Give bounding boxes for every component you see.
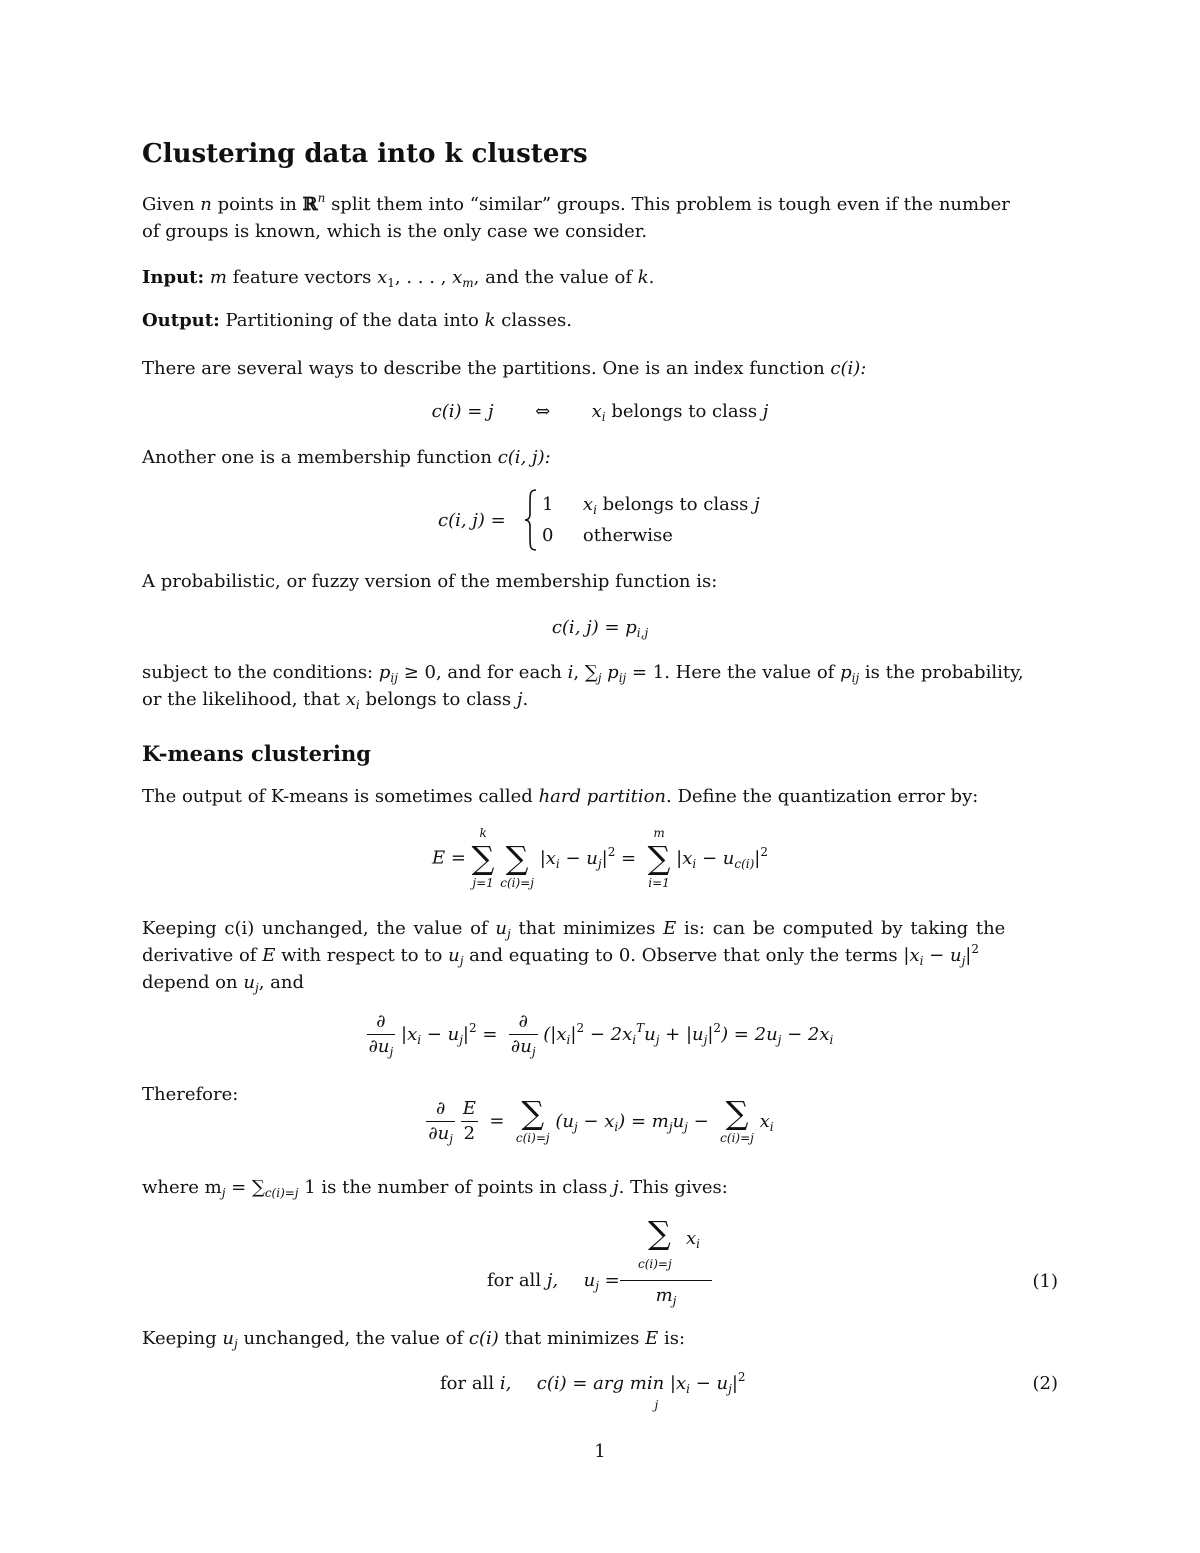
math-k: k [637, 267, 649, 288]
page-number-text: 1 [594, 1441, 606, 1462]
intro-text: points in [217, 194, 297, 215]
fuzzy-paragraph [142, 568, 717, 595]
math-p: p [607, 662, 619, 683]
math-x: x [686, 1228, 697, 1249]
math-sub: i [355, 698, 360, 712]
math: ) = m [618, 1110, 669, 1132]
fraction-partial [509, 1010, 538, 1059]
paragraph-text: Keeping c(i) unchanged, the value of [142, 918, 488, 939]
keeping-ci-paragraph-line2 [142, 942, 979, 969]
math: + |u [659, 1024, 704, 1045]
math-m: m [209, 267, 227, 288]
sum-lower: c(i)=j [720, 1131, 754, 1145]
numerator: E [462, 1097, 476, 1119]
sum-lower: j=1 [472, 876, 494, 890]
page-number [142, 1438, 1058, 1465]
intro-paragraph [142, 191, 1058, 218]
math-x: x [582, 494, 594, 515]
paragraph-text: ≥ 0, and for each [403, 662, 562, 683]
math-m: m [655, 1285, 673, 1306]
math-sub: j [595, 1279, 599, 1293]
section-heading-text: K-means clustering [142, 741, 371, 766]
math-eq: = [483, 1110, 511, 1132]
math-dots: , . . . , [394, 267, 447, 288]
math-sub: i [566, 1033, 571, 1047]
equation-derivative [142, 1010, 1058, 1059]
denominator: ∂u [510, 1036, 532, 1057]
math-i: i, [499, 1373, 512, 1394]
math-sub: i [769, 1119, 774, 1134]
math: − u [689, 1373, 729, 1394]
deriv-term-1 [401, 1021, 504, 1047]
term-1 [539, 844, 648, 871]
math-lhs: c(i) = j [431, 401, 494, 422]
math-sup: 2 [469, 1021, 477, 1035]
equation-gradient [142, 1096, 1058, 1146]
eq1-fraction [620, 1214, 712, 1309]
membership-paragraph [142, 444, 551, 471]
math-sup: 2 [971, 942, 980, 956]
paragraph-text: Keeping [142, 1328, 217, 1349]
emphasis: hard partition [538, 786, 667, 807]
math-sub: j [459, 1033, 463, 1047]
iff-symbol: ⇔ [535, 401, 551, 422]
math-lhs: c(i, j) = [438, 510, 506, 531]
conditions-paragraph [142, 659, 1024, 686]
math: | [570, 1024, 577, 1045]
math-sub: j [672, 1294, 677, 1308]
math-sub: j [684, 1119, 688, 1134]
math-sup: 2 [713, 1021, 722, 1035]
math-i: i [567, 662, 574, 683]
sum-lower: i=1 [648, 876, 670, 890]
sum-ci [516, 1096, 550, 1146]
math-x: x [377, 267, 388, 288]
fraction-denominator [620, 1283, 712, 1309]
math-sub: i [593, 503, 597, 517]
numerator: ∂ [367, 1010, 396, 1035]
paragraph-text: or the likelihood, that [142, 689, 340, 710]
input-label: Input: [142, 267, 205, 288]
math-sup: 2 [760, 844, 768, 859]
math: u [672, 1110, 685, 1132]
case-text: otherwise [582, 525, 673, 546]
fraction-bar [620, 1280, 712, 1281]
intro-paragraph-line2 [142, 218, 647, 245]
sum-ci [500, 825, 534, 891]
math-u: u [583, 1270, 596, 1291]
fraction-partial [426, 1097, 455, 1146]
math: − x [577, 1110, 615, 1132]
math-sub: i [601, 410, 606, 424]
sum-lower: c(i)=j [515, 1131, 550, 1145]
math-sub: j [449, 1131, 454, 1146]
paragraph-text: , and [258, 972, 304, 993]
math-sub: 1 [387, 276, 395, 290]
math-sub: j [389, 1045, 394, 1059]
math-j: j [516, 689, 523, 710]
intro-text: of groups is known, which is the only case we consider. [142, 221, 648, 242]
sigma: ∑ [648, 1214, 671, 1252]
forall-text: for all [440, 1373, 495, 1394]
math-sub: j [506, 927, 511, 941]
math-argmin: c(i) = arg min [536, 1373, 665, 1394]
math-sub: i,j [636, 626, 649, 640]
math-lhs: c(i, j) = p [551, 617, 637, 638]
section-heading [142, 740, 371, 768]
numerator: ∂ [426, 1097, 455, 1122]
paragraph-text: = 1. Here the value of [631, 662, 835, 683]
case-value: 0 [542, 525, 554, 546]
equation-text: belongs to class [611, 401, 758, 422]
case-text: belongs to class [602, 494, 749, 515]
math: |x [401, 1024, 418, 1045]
paragraph-text: 1 is the number of points in class [298, 1177, 608, 1198]
math: | [965, 945, 972, 966]
math-j: j [762, 401, 769, 422]
paragraph-text: A probabilistic, or fuzzy version of the membership function is: [142, 571, 718, 592]
kmeans-paragraph [142, 783, 978, 810]
math-sub: i [614, 1119, 619, 1134]
math-p: p [840, 662, 852, 683]
math-sub: ij [390, 671, 398, 685]
math-sup: 2 [607, 844, 616, 859]
math-u: u [222, 1328, 234, 1349]
fraction-numerator [620, 1214, 712, 1274]
math-n: n [200, 194, 212, 215]
sum-symbol: ∑ [251, 1177, 265, 1198]
math-sub: j [531, 1045, 536, 1059]
paragraph-text: and equating to 0. Observe that only the terms [469, 945, 898, 966]
math-sub: c(i) [734, 856, 755, 871]
paragraph-text: unchanged, the value of [243, 1328, 464, 1349]
math-sup: n [317, 191, 326, 205]
paragraph-text: derivative of [142, 945, 257, 966]
math-eq: = [615, 847, 642, 869]
output-text: classes. [501, 310, 572, 331]
math-x: x [345, 689, 356, 710]
page-title [142, 137, 588, 171]
math-j: j, [546, 1270, 559, 1291]
sum-symbol: ∑ [584, 662, 598, 683]
math-eq: = [476, 1024, 504, 1045]
denominator: ∂u [368, 1036, 390, 1057]
math-E: E [262, 945, 276, 966]
fraction-partial [367, 1010, 396, 1059]
intro-text: split them into “similar” groups. This problem is tough even if the number [331, 194, 1010, 215]
math: | [731, 1373, 738, 1394]
math-u: u [495, 918, 507, 939]
sigma: ∑ [725, 1094, 749, 1132]
math-reals: ℝ [302, 194, 318, 215]
punct: . [648, 267, 655, 288]
math-membership-function: c(i, j): [497, 447, 551, 468]
sum-lower: c(i)=j [638, 1257, 672, 1271]
left-brace [524, 488, 540, 552]
case-2 [542, 522, 673, 549]
fraction-E-half [461, 1097, 478, 1146]
conditions-paragraph-line2 [142, 686, 528, 713]
math-lhs: E = [431, 847, 466, 869]
sum-lower: c(i)=j [500, 876, 534, 890]
equation-fuzzy [142, 614, 1058, 641]
math-j: j [613, 1177, 619, 1198]
equation-2 [142, 1370, 1058, 1416]
title-text: Clustering data into k clusters [142, 139, 588, 169]
math: | [754, 847, 761, 869]
paragraph-text: . This gives: [618, 1177, 728, 1198]
math: | [462, 1024, 469, 1045]
math-sub: j [459, 954, 464, 968]
math-sup: 2 [576, 1021, 585, 1035]
case-1 [542, 491, 760, 518]
math: (|x [543, 1024, 567, 1045]
math-sub: i [555, 856, 560, 871]
keeping-ci-paragraph-line3 [142, 969, 304, 996]
math-sub: j [573, 1119, 578, 1134]
math-E: E [645, 1328, 659, 1349]
math-sub: i [692, 856, 697, 871]
math-sub: j [961, 954, 966, 968]
equation-number: (1) [1032, 1271, 1058, 1292]
math-c: c(i) [468, 1328, 499, 1349]
forall-text: for all [487, 1270, 542, 1291]
denominator: 2 [463, 1122, 476, 1144]
sum-upper: k [479, 826, 487, 840]
input-text: feature vectors [232, 267, 372, 288]
math-sub: m [462, 276, 474, 290]
math: where m [142, 1177, 222, 1198]
keeping-uj-paragraph [142, 1325, 685, 1352]
math: − 2x [584, 1024, 633, 1045]
math: |x [676, 847, 693, 869]
math-k: k [484, 310, 496, 331]
math-sub: j [703, 1033, 708, 1047]
math: | [707, 1024, 714, 1045]
math: | [601, 847, 608, 869]
denominator: ∂u [428, 1122, 450, 1144]
paragraph-text: Therefore: [142, 1084, 239, 1105]
math-sub: j [221, 1186, 226, 1200]
math: |x [903, 945, 920, 966]
math-sub: j [597, 856, 602, 871]
paragraph-text: that minimizes [518, 918, 656, 939]
math-sub: j [655, 1033, 660, 1047]
sigma: ∑ [647, 839, 671, 877]
where-paragraph [142, 1174, 728, 1201]
math-sup: 2 [737, 1370, 746, 1384]
math-x: x [591, 401, 602, 422]
sigma: ∑ [471, 839, 495, 877]
sigma: ∑ [521, 1094, 545, 1132]
keeping-ci-paragraph [142, 915, 1058, 942]
equation-1 [142, 1214, 1058, 1312]
equation-number: (2) [1032, 1373, 1058, 1394]
math-p: p [378, 662, 391, 683]
math-sub: i [417, 1033, 422, 1047]
math-sub: c(i)=j [264, 1186, 299, 1200]
math-sub: j [668, 1119, 673, 1134]
deriv-term-2 [543, 1021, 834, 1047]
math-sub: j [234, 1337, 238, 1351]
paragraph-text: Another one is a membership function [142, 447, 492, 468]
paragraph-text: . Define the quantization error by: [666, 786, 979, 807]
math-sub: i [829, 1033, 834, 1047]
math: − u [696, 847, 735, 869]
paragraph-text: belongs to class [365, 689, 512, 710]
math-sub: j [777, 1033, 782, 1047]
input-line [142, 264, 654, 291]
math-index-function: c(i): [830, 358, 867, 379]
equation-index [142, 398, 1058, 425]
math: − u [421, 1024, 460, 1045]
output-line [142, 307, 572, 334]
math-sub: j [597, 671, 602, 685]
math: − u [559, 847, 598, 869]
grad-term [555, 1111, 714, 1132]
partitions-paragraph [142, 355, 866, 382]
math-sub: j [254, 981, 259, 995]
case-value: 1 [542, 494, 554, 515]
punct: . [522, 689, 529, 710]
sigma: ∑ [505, 839, 529, 877]
sum-i [648, 825, 671, 891]
eq2-body [440, 1370, 746, 1412]
math: ) = 2u [721, 1024, 778, 1045]
math-sub: j [728, 1382, 732, 1396]
math: − u [923, 945, 962, 966]
math-sub: j [654, 1398, 659, 1412]
math-sub: ij [851, 671, 860, 685]
math: |x [669, 1373, 687, 1394]
math-minus: − [687, 1110, 715, 1132]
math-sub: ij [618, 671, 627, 685]
numerator: ∂ [509, 1010, 538, 1035]
output-label: Output: [142, 310, 220, 331]
intro-text: Given [142, 194, 195, 215]
paragraph-text: that minimizes [504, 1328, 640, 1349]
math-x: x [759, 1110, 770, 1132]
paragraph-text: is: can be computed by taking the [683, 918, 1006, 939]
paragraph-text: with respect to to [281, 945, 443, 966]
math: u [644, 1024, 656, 1045]
paragraph-text: subject to the conditions: [142, 662, 374, 683]
term-2 [676, 844, 768, 871]
math-u: u [243, 972, 255, 993]
paragraph-text: is the probability, [864, 662, 1024, 683]
eq1-lhs [487, 1267, 625, 1294]
math-x: x [452, 267, 463, 288]
math-sub: i [696, 1237, 700, 1251]
punct: , [573, 662, 580, 683]
math-E: E [663, 918, 677, 939]
math-eq: = [598, 1270, 626, 1291]
equation-quantization-error [142, 825, 1058, 895]
math-u: u [448, 945, 460, 966]
math-eq: = [225, 1177, 252, 1198]
sum-ci [720, 1096, 754, 1146]
sum-j [472, 825, 495, 891]
math: − 2x [781, 1024, 830, 1045]
math-j: j [754, 494, 760, 515]
paragraph-text: depend on [142, 972, 238, 993]
math: (u [555, 1110, 574, 1132]
math-sub: i [686, 1382, 690, 1396]
math-sub: i [919, 954, 924, 968]
sum-upper: m [653, 826, 665, 840]
paragraph-text: There are several ways to describe the partitions. One is an index function [142, 358, 825, 379]
paragraph-text: The output of K-means is sometimes called [142, 786, 533, 807]
math-sub: i [632, 1033, 637, 1047]
output-text: Partitioning of the data into [225, 310, 479, 331]
input-text: , and the value of [473, 267, 633, 288]
paragraph-text: is: [663, 1328, 686, 1349]
math: |x [539, 847, 556, 869]
math-sup: T [636, 1021, 645, 1035]
